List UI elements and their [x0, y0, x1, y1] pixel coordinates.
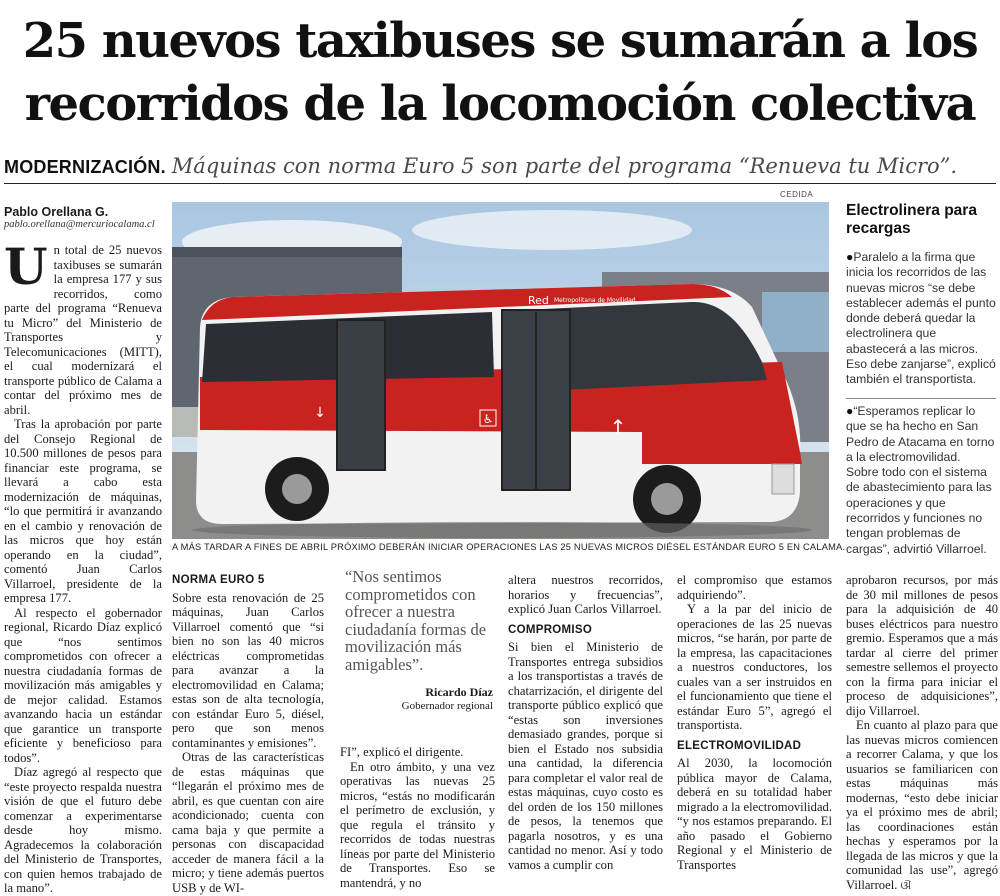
quote-author: Ricardo Díaz [425, 685, 493, 699]
sidebar-title: Electrolinera para recargas [846, 202, 977, 237]
paragraph: En otro ámbito, y una vez operativas las nuevas 25 micros, “estás no modificarán el perímetro de exclusión, y que regula el tránsito y recorridos de todas nuestras líneas por parte del Ministerio de Transportes. Eso se mantendrá, y no [340, 759, 495, 890]
author-email: pablo.orellana@mercuriocalama.cl [4, 219, 155, 230]
photo-credit: CEDIDA [780, 190, 814, 199]
paragraph: n total de 25 nuevos taxibuses se sumarán la empresa 177 y sus recorridos, como parte del programa “Renueva tu Micro” del Ministerio de Transportes y Telecomunicaciones (MITT), el cual modernizará el transporte público de Calama a contar del próximo mes de abril. [4, 243, 162, 417]
svg-text:↑: ↑ [609, 415, 627, 439]
article-column-5 [677, 573, 832, 885]
photo-caption: A MÁS TARDAR A FINES DE ABRIL PRÓXIMO DEBERÁN INICIAR OPERACIONES LAS 25 NUEVAS MICROS DIÉSEL ESTÁNDAR EURO 5 EN CALAMA. [172, 542, 846, 552]
headline-line-1: 25 nuevos taxibuses se sumarán a los [22, 13, 978, 69]
headline-line-2: recorridos de la locomoción colectiva [24, 76, 976, 132]
article-column-6 [846, 573, 998, 892]
paragraph: Sobre esta renovación de 25 máquinas, Juan Carlos Villarroel comentó que “si bien no son las 40 micros eléctricas comprometidas para avanzar a la electromovilidad en Calama; estas son de alta tecnología, con estándar Euro 5, diésel, pero que son menos contaminantes y emisiones”. [172, 590, 324, 750]
paragraph: Tras la aprobación por parte del Consejo Regional de 10.500 millones de pesos para financiar este programa, se llevará a cabo esta modernización de máquinas, “lo que permitirá ir avanzando en el cambio y renovación de las micros que hoy están operando en la ciudad”, comentó Juan Carlos Villarroel, presidente de la empresa 177. [4, 417, 162, 605]
headline [0, 10, 1000, 136]
paragraph: Díaz agregó al respecto que “este proyecto respalda nuestra visión de que el futuro debe comenzar a experimentarse desde hoy mismo. Agradecemos la colaboración del Ministerio de Transportes, con quien hemos trabajado de la mano”. [4, 765, 162, 895]
paragraph: Al 2030, la locomoción pública mayor de Calama, deberá en su totalidad haber migrado a la electromovilidad. “y nos estamos preparando. El año pasado el Gobierno Regional y el Ministerio de Transportes [677, 756, 832, 872]
section-heading: ELECTROMOVILIDAD [677, 739, 802, 752]
bullet-icon: ● [846, 250, 854, 264]
section-heading: NORMA EURO 5 [172, 574, 265, 586]
header-rule [4, 183, 996, 184]
paragraph: aprobaron recursos, por más de 30 mil millones de pesos para la adquisición de 40 buses eléctricos para nuestro gremio. Esperamos que a más tardar al cierre del primer semestre sellemos el proyecto con la firma para iniciar el proceso de adquisiciones”, dijo Villarroel. [846, 573, 998, 718]
article-column-4 [508, 573, 663, 885]
end-mark-icon: ଔ [900, 878, 912, 892]
subheadline [4, 150, 994, 180]
paragraph: Y a la par del inicio de operaciones de las 25 nuevas micros, “se harán, por parte de la empresa, las capacitaciones a nuestros conductores, los cuales van a ser instruidos en el funcionamiento que tiene el estándar Euro 5”, agregó el transportista. [677, 602, 832, 732]
byline [4, 205, 164, 230]
sidebar-text: Paralelo a la firma que inicia los recorridos de las nuevas micros “se debe establecer además el punto donde deberá quedar la electrolinera que abastecerá a las micros. Eso debe zanjarse”, explicó también el transportista. [846, 250, 996, 387]
drop-cap: U [4, 237, 48, 296]
paragraph: el compromiso que estamos adquiriendo”. [677, 573, 832, 602]
paragraph: Otras de las características de estas máquinas que “llegarán el próximo mes de abril, es que cuentan con aire acondicionado; cuenta con cama baja y que permite a personas con discapacidad acceder de manera fácil a la micro; y tiene además puertos USB y de WI- [172, 750, 324, 895]
bus-brand-text: Red [528, 294, 549, 307]
paragraph: FI”, explicó el dirigente. [340, 745, 464, 759]
sidebar-item [846, 250, 996, 388]
bus-photo [172, 202, 829, 539]
article-column-2 [172, 573, 324, 895]
article-column-3 [340, 745, 495, 890]
article-column-1 [4, 237, 162, 895]
section-heading: COMPROMISO [508, 623, 593, 636]
deck-text: Máquinas con norma Euro 5 son parte del programa “Renueva tu Micro”. [171, 154, 958, 178]
svg-text:♿: ♿ [482, 412, 494, 426]
sidebar-divider [846, 398, 996, 399]
section-kicker: MODERNIZACIÓN. [4, 157, 166, 177]
paragraph: Si bien el Ministerio de Transportes entrega subsidios a los transportistas a través de chatarrización, el dirigente del transporte público explicó que “estas son inversiones demasiado grandes, porque si bien el Estado nos subsidia una cantidad, la diferencia para completar el valor real de estas máquinas, cuyo costo es del orden de los 150 millones de pesos, la tenemos que pagarla nosotros, y es una cantidad no menor. Así y todo vamos a cumplir con [508, 640, 663, 872]
paragraph: altera nuestros recorridos, horarios y frecuencias”, explicó Juan Carlos Villarroel. [508, 573, 663, 616]
svg-text:↓: ↓ [314, 405, 326, 421]
bus-illustration [172, 202, 829, 539]
quote-author-role: Gobernador regional [401, 700, 493, 712]
sidebar-text: “Esperamos replicar lo que se ha hecho en San Pedro de Atacama en torno a la electromovilidad. Sobre todo con el sistema de abastecimiento para las operaciones y que recorridos y funciones no tengan problemas de cargas”, advirtió Villarroel. [846, 404, 995, 556]
author-name: Pablo Orellana G. [4, 205, 109, 219]
pull-quote: “Nos sentimos comprometidos con ofrecer a nuestra ciudadanía formas de movilización más amigables”. [345, 567, 487, 674]
paragraph: Al respecto el gobernador regional, Ricardo Díaz explicó que “nos sentimos comprometidos con ofrecer a nuestra ciudadanía formas de movilización más amigables y de mejor calidad. Estamos avanzando hacia un estándar que garantice un transporte eficiente y beneficioso para todos”. [4, 605, 162, 765]
paragraph: En cuanto al plazo para que las nuevas micros comiencen a recorrer Calama, y que los usuarios se familiaricen con estas máquinas más modernas, “esto debe iniciar ya el próximo mes de abril; las coordinaciones están hechas y esperamos por la llegada de las micros y que la comunidad las use”, agregó Villarroel. [846, 718, 998, 892]
bullet-icon: ● [846, 404, 854, 418]
sidebar-item [846, 404, 996, 557]
bus-brand-subtext: Metropolitana de Movilidad [554, 297, 636, 304]
